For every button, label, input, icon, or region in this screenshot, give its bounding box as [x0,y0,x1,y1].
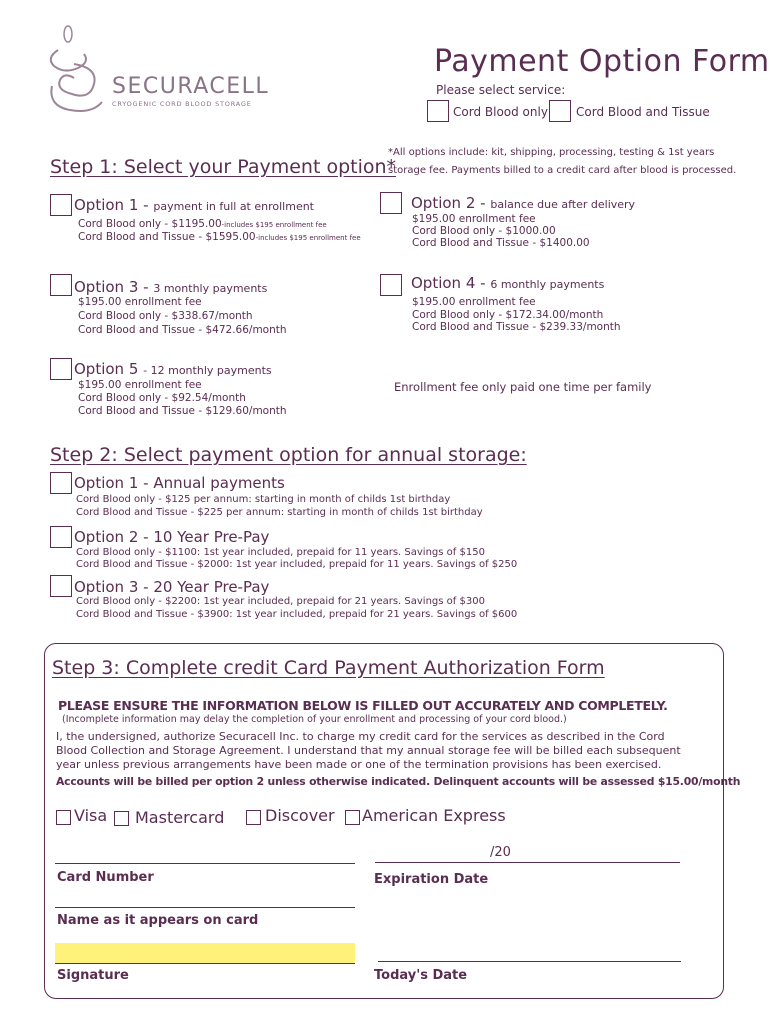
expiry-suffix: /20 [490,845,511,860]
mastercard-label: Mastercard [135,808,225,827]
step1-option1-line2-text: Cord Blood and Tissue - $1595.00 [78,231,256,243]
step2-option2-checkbox[interactable] [50,526,72,548]
american-express-label: American Express [362,806,506,825]
todays-date-label: Today's Date [374,968,468,983]
step1-option1-line2-note: -includes $195 enrollment fee [255,234,361,242]
step1-option1-line2 [78,231,361,245]
card-number-field[interactable] [55,863,355,864]
step1-option4-line2: Cord Blood and Tissue - $239.33/month [412,321,621,333]
step1-option5-title: Option 5 [74,360,139,378]
visa-checkbox[interactable] [56,810,71,825]
logo-mark-icon [44,24,108,119]
step2-option3-line1: Cord Blood and Tissue - $3900: 1st year included, prepaid for 21 years. Savings of $600 [76,609,518,620]
step2-option1-line1: Cord Blood and Tissue - $225 per annum: starting in month of childs 1st birthday [76,507,483,518]
discover-checkbox[interactable] [246,810,261,825]
step1-option2-sub: balance due after delivery [490,198,636,211]
step2-option2-line0: Cord Blood only - $1100: 1st year included, prepaid for 11 years. Savings of $150 [76,547,485,558]
signature-label: Signature [57,968,129,983]
billing-note: Accounts will be billed per option 2 unless otherwise indicated. Delinquent accounts will be assessed $15.00/month [56,775,741,788]
step2-option3-checkbox[interactable] [50,575,72,597]
step1-option5-line0: $195.00 enrollment fee [78,379,202,391]
step1-option2-label [411,194,635,212]
step2-option1-label: Option 1 - Annual payments [74,474,285,492]
step1-option1-sub: payment in full at enrollment [153,200,314,213]
step1-option4-label [411,274,604,292]
step1-option5-sub: - 12 monthly payments [143,364,272,377]
step1-option2-line2: Cord Blood and Tissue - $1400.00 [412,237,590,249]
auth-line2: year unless previous arrangements have been made or one of the termination provisions has been exercised. [56,758,662,771]
step2-option2-line1: Cord Blood and Tissue - $2000: 1st year included, prepaid for 11 years. Savings of $250 [76,559,518,570]
step1-option3-checkbox[interactable] [50,274,72,296]
expiration-date-field[interactable] [375,862,680,863]
step1-option3-label [74,278,267,296]
step1-option5-line2: Cord Blood and Tissue - $129.60/month [78,405,287,417]
step1-option1-checkbox[interactable] [50,194,72,216]
auth-line1: Blood Collection and Storage Agreement. I understand that my annual storage fee will be billed each subsequent [56,744,681,757]
page-title: Payment Option Form [434,44,770,79]
service-cord-blood-label: Cord Blood only [453,105,548,119]
service-cord-blood-tissue-checkbox[interactable] [549,100,571,122]
service-cord-blood-checkbox[interactable] [427,100,449,122]
step1-option3-line2: Cord Blood and Tissue - $472.66/month [78,324,287,336]
step1-option4-sub: 6 monthly payments [490,278,605,291]
enrollment-note: Enrollment fee only paid one time per family [394,380,652,394]
select-service-label: Please select service: [436,83,566,97]
step1-note-line2: storage fee. Payments billed to a credit card after blood is processed. [388,165,737,176]
step1-option2-title: Option 2 - [411,194,486,212]
expiration-date-label: Expiration Date [374,872,489,887]
brand-tagline: CRYOGENIC CORD BLOOD STORAGE [112,100,252,108]
ensure-heading: PLEASE ENSURE THE INFORMATION BELOW IS FILLED OUT ACCURATELY AND COMPLETELY. [58,698,668,713]
step2-option1-checkbox[interactable] [50,472,72,494]
step1-option5-checkbox[interactable] [50,358,72,380]
step1-note-line1: *All options include: kit, shipping, processing, testing & 1st years [388,147,715,158]
brand-name: SECURACELL [112,74,270,99]
step1-option1-title: Option 1 - [74,196,149,214]
step1-option3-sub: 3 monthly payments [153,282,268,295]
step1-option4-checkbox[interactable] [380,274,402,296]
step1-option1-line1-note: -includes $195 enrollment fee [221,221,327,229]
name-on-card-field[interactable] [55,907,355,908]
step2-option1-line0: Cord Blood only - $125 per annum: starting in month of childs 1st birthday [76,494,451,505]
step2-title: Step 2: Select payment option for annual storage: [50,444,527,466]
step1-option4-title: Option 4 - [411,274,486,292]
step1-title: Step 1: Select your Payment option* [50,156,397,178]
step1-option3-title: Option 3 - [74,278,149,296]
card-number-label: Card Number [57,870,154,885]
step1-option3-line0: $195.00 enrollment fee [78,296,202,308]
step1-option1-label [74,196,314,214]
step2-option3-line0: Cord Blood only - $2200: 1st year included, prepaid for 21 years. Savings of $300 [76,596,485,607]
step3-title: Step 3: Complete credit Card Payment Authorization Form [52,657,605,679]
step1-option5-line1: Cord Blood only - $92.54/month [78,392,246,404]
incomplete-note: (Incomplete information may delay the completion of your enrollment and processing of your cord blood.) [62,714,567,725]
mastercard-checkbox[interactable] [114,811,129,826]
todays-date-field[interactable] [378,961,681,962]
step2-option2-label: Option 2 - 10 Year Pre-Pay [74,528,270,546]
step1-option2-checkbox[interactable] [380,192,402,214]
american-express-checkbox[interactable] [345,810,360,825]
discover-label: Discover [265,806,335,825]
name-on-card-label: Name as it appears on card [57,913,259,928]
signature-field[interactable] [55,943,355,964]
step1-option1-line1-text: Cord Blood only - $1195.00 [78,218,222,230]
visa-label: Visa [74,806,108,825]
service-cord-blood-tissue-label: Cord Blood and Tissue [576,105,710,119]
step1-option5-label [74,360,272,378]
step2-option3-label: Option 3 - 20 Year Pre-Pay [74,578,270,596]
step1-option4-line1: Cord Blood only - $172.34.00/month [412,309,604,321]
step1-option2-line1: Cord Blood only - $1000.00 [412,225,556,237]
step1-option4-line0: $195.00 enrollment fee [412,296,536,308]
securacell-logo [44,24,284,119]
step1-option3-line1: Cord Blood only - $338.67/month [78,310,253,322]
step1-option1-line1 [78,218,327,232]
auth-line0: I, the undersigned, authorize Securacell Inc. to charge my credit card for the services as described in the Cord [56,730,665,743]
step1-option2-line0: $195.00 enrollment fee [412,213,536,225]
